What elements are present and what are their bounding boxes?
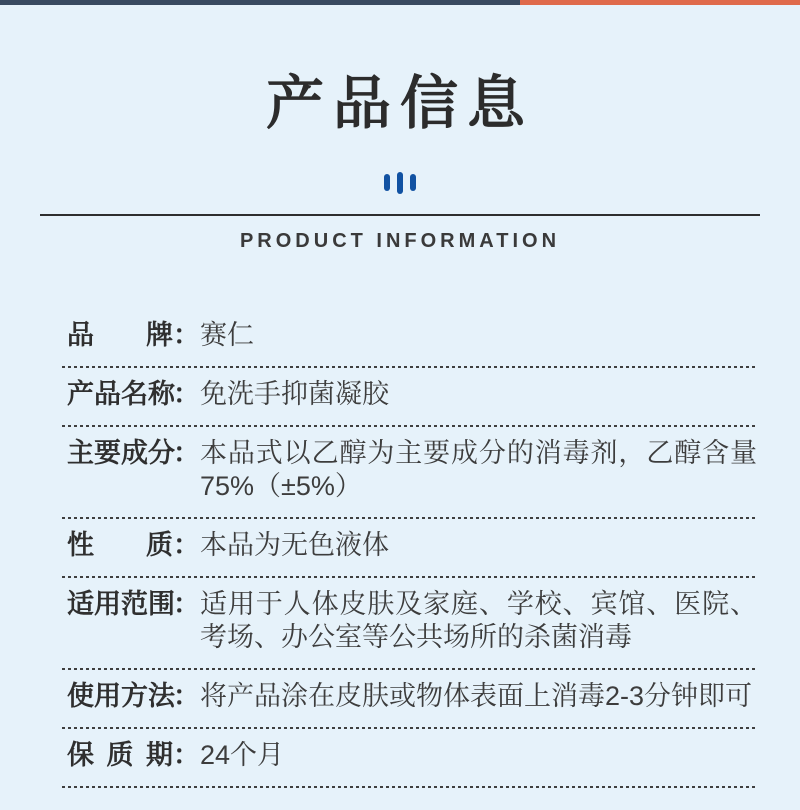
info-row-brand — [62, 309, 757, 366]
row-colon: ： — [173, 739, 200, 770]
row-value: 24个月 — [200, 739, 285, 770]
header-divider-line — [40, 214, 760, 216]
title-accent-bars — [0, 172, 800, 194]
accent-bar-icon — [384, 174, 390, 191]
info-row-property — [62, 519, 757, 576]
page-subtitle: PRODUCT INFORMATION — [239, 229, 561, 252]
row-value: 将产品涂在皮肤或物体表面上消毒2-3分钟即可 — [200, 680, 753, 711]
row-label: 保质期 — [67, 739, 173, 770]
row-value: 本品为无色液体 — [200, 529, 389, 560]
row-colon: ： — [173, 680, 200, 711]
row-colon: ： — [173, 588, 200, 619]
row-colon: ： — [173, 529, 200, 560]
row-label: 主要成分 — [67, 437, 175, 468]
product-info-list — [62, 309, 757, 788]
accent-bar-icon — [397, 172, 403, 194]
info-row-main-ingredients — [62, 427, 757, 517]
row-colon: ： — [173, 437, 200, 468]
info-row-usage-method — [62, 670, 757, 727]
row-label: 适用范围 — [67, 588, 175, 619]
page-title: 产品信息 — [265, 71, 534, 136]
top-bar-navy-segment — [0, 0, 520, 5]
row-label: 品牌 — [67, 319, 173, 350]
row-colon: ： — [173, 378, 200, 409]
row-value: 免洗手抑菌凝胶 — [200, 378, 389, 409]
row-label: 产品名称 — [67, 378, 175, 409]
row-label: 性质 — [67, 529, 173, 560]
row-value: 适用于人体皮肤及家庭、学校、宾馆、医院、考场、办公室等公共场所的杀菌消毒 — [200, 588, 757, 652]
info-row-product-name — [62, 368, 757, 425]
row-colon: ： — [173, 319, 200, 350]
row-label: 使用方法 — [67, 680, 175, 711]
info-row-applicable-scope — [62, 578, 757, 668]
row-value: 本品式以乙醇为主要成分的消毒剂，乙醇含量75%（±5%） — [200, 437, 757, 501]
info-row-shelf-life — [62, 729, 757, 786]
accent-bar-icon — [410, 174, 416, 191]
top-bar-orange-segment — [520, 0, 800, 5]
row-divider-dashed — [62, 786, 757, 788]
row-value: 赛仁 — [200, 319, 254, 350]
top-accent-bar — [0, 0, 800, 5]
